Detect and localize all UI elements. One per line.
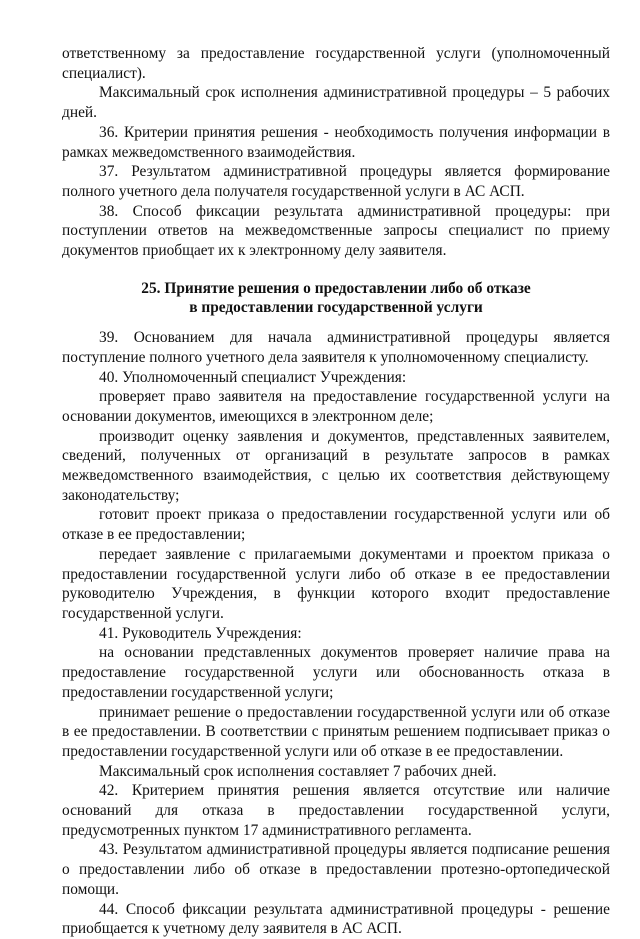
paragraph-40-prepare-draft: готовит проект приказа о предоставлении государственной услуги или об отказе в ее предоставлении; — [62, 506, 610, 544]
paragraph-41-decide: принимает решение о предоставлении государственной услуги или об отказе в ее предоставлении. В соответствии с принятым решением подписывает приказ о предоставлении государственной услуги или об отказе в ее предоставлении. — [62, 703, 610, 760]
section-heading-line-1: 25. Принятие решения о предоставлении либо об отказе — [141, 279, 531, 297]
paragraph-41-verify: на основании представленных документов проверяет наличие права на предоставление государственной услуги или обоснованность отказа в предоставлении государственной услуги; — [62, 644, 610, 701]
paragraph-max-term-5-days: Максимальный срок исполнения административной процедуры – 5 рабочих дней. — [62, 84, 610, 122]
paragraph-42: 42. Критерием принятия решения является отсутствие или наличие оснований для отказа в предоставлении государственной услуги, предусмотренных пунктом 17 административного регламента. — [62, 782, 610, 839]
paragraph-43: 43. Результатом административной процедуры является подписание решения о предоставлении либо об отказе в предоставлении протезно-ортопедической помощи. — [62, 841, 610, 898]
paragraph-40-check-right: проверяет право заявителя на предоставление государственной услуги на основании документов, имеющихся в электронном деле; — [62, 388, 610, 425]
paragraph-36: 36. Критерии принятия решения - необходимость получения информации в рамках межведомственного взаимодействия. — [62, 123, 610, 161]
paragraph-40-evaluate: производит оценку заявления и документов, представленных заявителем, сведений, полученных от организаций в результате запросов в рамках межведомственного взаимодействия, с целью их соответствия действующему законодательству; — [62, 427, 610, 504]
continuation-paragraph: ответственному за предоставление государственной услуги (уполномоченный специалист). — [62, 45, 610, 82]
document-page — [62, 44, 610, 939]
paragraph-41: 41. Руководитель Учреждения: — [99, 624, 302, 642]
paragraph-40: 40. Уполномоченный специалист Учреждения: — [99, 368, 407, 386]
paragraph-44: 44. Способ фиксации результата административной процедуры - решение приобщается к учетному делу заявителя в АС АСП. — [62, 900, 610, 938]
paragraph-40-transfer: передает заявление с прилагаемыми документами и проектом приказа о предоставлении государственной услуги либо об отказе в ее предоставлении руководителю Учреждения, в функции которого входит предоставление государственной услуги. — [62, 545, 610, 622]
paragraph-39: 39. Основанием для начала административной процедуры является поступление полного учетного дела заявителя к уполномоченному специалисту. — [62, 329, 610, 366]
section-heading — [62, 279, 610, 318]
paragraph-37: 37. Результатом административной процедуры является формирование полного учетного дела получателя государственной услуги в АС АСП. — [62, 163, 610, 200]
paragraph-max-term-7-days: Максимальный срок исполнения составляет 7 рабочих дней. — [99, 762, 497, 780]
section-heading-line-2: в предоставлении государственной услуги — [189, 299, 483, 317]
paragraph-38: 38. Способ фиксации результата административной процедуры: при поступлении ответов на межведомственные запросы специалист по приему документов приобщает их к электронному делу заявителя. — [62, 202, 610, 260]
